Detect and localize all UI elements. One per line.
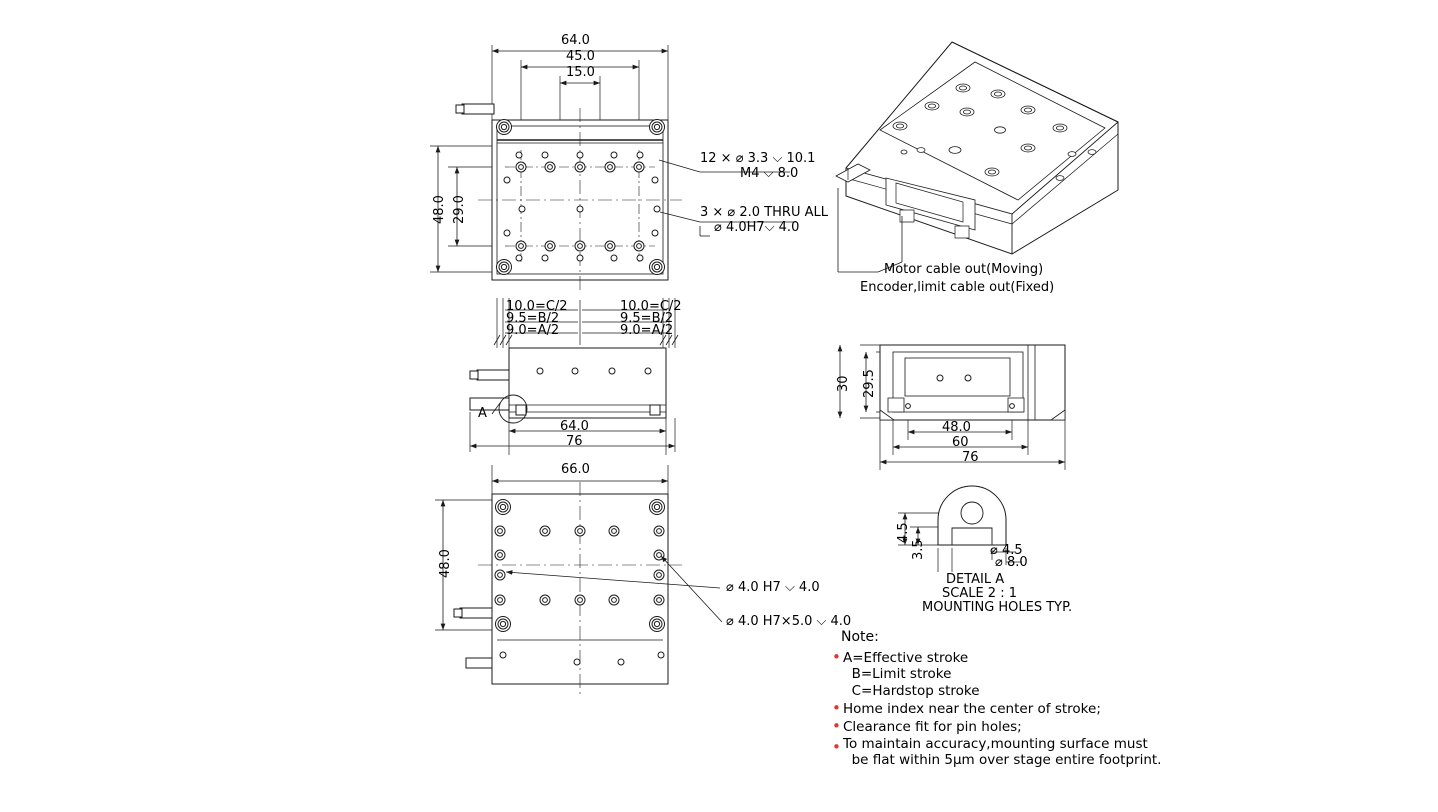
detail-caption-line1: DETAIL A — [946, 572, 1005, 587]
callout-12x-line1: 12 × ⌀ 3.3 ⌵ 10.1 — [700, 151, 816, 166]
top-dim-29: 29.0 — [452, 195, 467, 224]
note-4-line-1: To maintain accuracy,mounting surface must — [843, 736, 1148, 752]
note-bullet-4: • — [832, 738, 841, 756]
bottom-callout-1: ⌀ 4.0 H7 ⌵ 4.0 — [726, 580, 820, 595]
callout-3x-line2: ⌀ 4.0H7⌵ 4.0 — [714, 220, 800, 235]
front-dim-76: 76 — [566, 434, 583, 449]
top-dim-45: 45.0 — [566, 49, 595, 64]
detail-dim-3-5: 3.5 — [911, 539, 926, 560]
bottom-dim-48: 48.0 — [438, 549, 453, 578]
front-stroke-right-c: 10.0=C/2 — [620, 299, 682, 314]
note-bullet-3: • — [832, 717, 841, 735]
note-1-line-2: B=Limit stroke — [843, 666, 952, 682]
note-bullet-1: • — [832, 648, 841, 666]
note-1-line-3: C=Hardstop stroke — [843, 683, 980, 699]
front-stroke-left-b: 9.5=B/2 — [506, 311, 560, 326]
side-dim-48: 48.0 — [942, 420, 971, 435]
front-stroke-left-a: 9.0=A/2 — [506, 323, 560, 338]
side-dim-29-5: 29.5 — [862, 369, 877, 398]
callout-12x-line2: M4 ⌵ 8.0 — [740, 166, 799, 181]
note-bullet-2: • — [832, 699, 841, 717]
callout-3x-line1: 3 × ⌀ 2.0 THRU ALL — [700, 205, 828, 220]
side-dim-60: 60 — [952, 435, 969, 450]
note-3-line-1: Clearance fit for pin holes; — [843, 719, 1022, 735]
top-dim-64: 64.0 — [561, 33, 590, 48]
detail-marker-a: A — [478, 406, 487, 421]
iso-label-encoder-cable: Encoder,limit cable out(Fixed) — [860, 280, 1055, 295]
top-dim-15: 15.0 — [566, 65, 595, 80]
front-stroke-right-a: 9.0=A/2 — [620, 323, 674, 338]
top-dim-48: 48.0 — [432, 195, 447, 224]
front-stroke-right-b: 9.5=B/2 — [620, 311, 674, 326]
note-4-line-2: be flat within 5μm over stage entire footprint. — [843, 752, 1162, 768]
detail-caption-line3: MOUNTING HOLES TYP. — [922, 600, 1073, 615]
bottom-dim-66: 66.0 — [561, 462, 590, 477]
notes-heading: Note: — [841, 629, 879, 645]
front-stroke-left-c: 10.0=C/2 — [506, 299, 568, 314]
note-2-line-1: Home index near the center of stroke; — [843, 701, 1101, 717]
side-dim-30: 30 — [836, 375, 851, 392]
detail-dia-8-0: ⌀ 8.0 — [995, 555, 1028, 570]
side-dim-76: 76 — [962, 450, 979, 465]
detail-dim-4-5: 4.5 — [896, 522, 911, 543]
note-1-line-1: A=Effective stroke — [843, 650, 969, 666]
detail-caption-line2: SCALE 2 : 1 — [942, 586, 1017, 601]
front-dim-64: 64.0 — [560, 419, 589, 434]
bottom-callout-2: ⌀ 4.0 H7×5.0 ⌵ 4.0 — [726, 614, 852, 629]
detail-dia-4-5: ⌀ 4.5 — [990, 543, 1023, 558]
iso-label-motor-cable: Motor cable out(Moving) — [884, 262, 1044, 277]
